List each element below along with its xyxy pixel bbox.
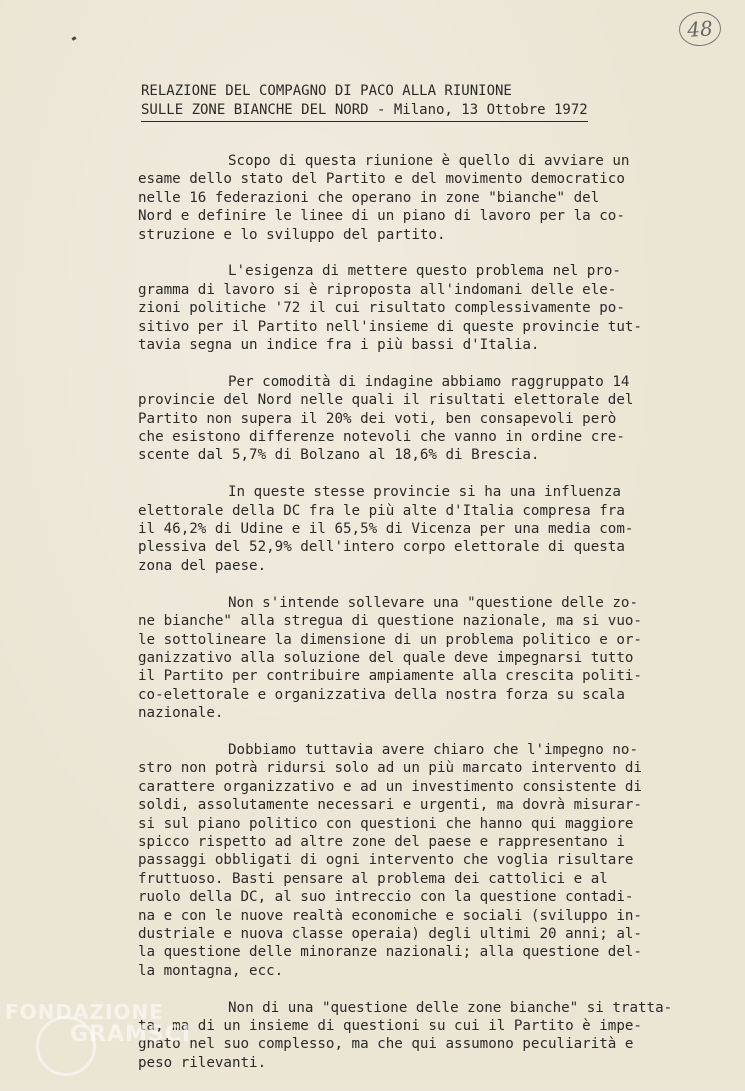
paragraph-line: esame dello stato del Partito e del movimento democratico bbox=[138, 171, 625, 188]
page-number-stamp: 48 bbox=[678, 11, 722, 48]
paragraph-line: spicco rispetto ad altre zone del paese e rappresentano i bbox=[138, 833, 625, 850]
paragraph-line: peso rilevanti. bbox=[138, 1054, 267, 1071]
title-line-1: RELAZIONE DEL COMPAGNO DI PACO ALLA RIUNIONE bbox=[141, 83, 512, 99]
paragraph bbox=[138, 373, 678, 465]
paragraph-line: la questione delle minoranze nazionali; alla questione del- bbox=[138, 944, 642, 961]
paragraph bbox=[138, 262, 678, 354]
paragraph-line: stro non potrà ridursi solo ad un più marcato intervento di bbox=[138, 760, 642, 777]
paragraph-line: Nord e definire le linee di un piano di lavoro per la co- bbox=[138, 208, 625, 225]
paragraph-line: nelle 16 federazioni che operano in zone "bianche" del bbox=[138, 189, 600, 206]
paragraph-line: elettorale della DC fra le più alte d'Italia compresa fra bbox=[138, 502, 625, 519]
paragraph-line: sitivo per il Partito nell'insieme di queste provincie tut- bbox=[138, 318, 642, 335]
paragraph bbox=[138, 152, 678, 244]
paragraph-line: la montagna, ecc. bbox=[138, 962, 284, 979]
paragraph-line: che esistono differenze notevoli che vanno in ordine cre- bbox=[138, 429, 625, 446]
paragraph-line: co-elettorale e organizzativa della nostra forza su scala bbox=[138, 686, 625, 703]
paragraph-line: Partito non supera il 20% dei voti, ben consapevoli però bbox=[138, 410, 617, 427]
watermark-line-1: FONDAZIONE bbox=[5, 1000, 164, 1024]
paragraph-line: gramma di lavoro si è riproposta all'indomani delle ele- bbox=[138, 281, 617, 298]
title-line-2: SULLE ZONE BIANCHE DEL NORD - Milano, 13 Ottobre 1972 bbox=[141, 101, 588, 122]
paragraph-line: passaggi obbligati di ogni intervento che voglia risultare bbox=[138, 852, 634, 869]
document-title bbox=[141, 82, 661, 122]
paragraph-line: ta, ma di un insieme di questioni su cui il Partito è impe- bbox=[138, 1018, 642, 1034]
document-body bbox=[138, 152, 678, 1091]
paragraph-line: Non s'intende sollevare una "questione delle zo- bbox=[228, 594, 638, 611]
paragraph-line: provincie del Nord nelle quali il risultati elettorale del bbox=[138, 392, 634, 409]
paragraph-line: il 46,2% di Udine e il 65,5% di Vicenza per una media com- bbox=[138, 521, 634, 538]
paragraph-line: carattere organizzativo e ad un investimento consistente di bbox=[138, 778, 642, 795]
paragraph-line: nazionale. bbox=[138, 705, 224, 722]
paragraph-line: fruttuoso. Basti pensare al problema dei cattolici e al bbox=[138, 870, 608, 887]
paragraph-line: zona del paese. bbox=[138, 557, 267, 574]
watermark-line-2: GRAMSCI bbox=[70, 1022, 192, 1047]
paragraph-line: Dobbiamo tuttavia avere chiaro che l'impegno no- bbox=[228, 741, 638, 758]
paragraph-line: Scopo di questa riunione è quello di avviare un bbox=[228, 153, 630, 169]
paragraph-line: struzione e lo sviluppo del partito. bbox=[138, 226, 446, 243]
paragraph-line: ruolo della DC, al suo intreccio con la questione contadi- bbox=[138, 889, 634, 906]
paragraph bbox=[138, 483, 678, 575]
paragraph-line: L'esigenza di mettere questo problema nel pro- bbox=[228, 263, 621, 280]
ink-speck bbox=[72, 36, 77, 41]
paragraph-line: tavia segna un indice fra i più bassi d'Italia. bbox=[138, 337, 540, 354]
paragraph-line: dustriale e nuova classe operaia) degli ultimi 20 anni; al- bbox=[138, 925, 642, 942]
paragraph-line: plessiva del 52,9% dell'intero corpo elettorale di questa bbox=[138, 539, 625, 556]
paragraph-line: il Partito per contribuire ampiamente alla crescita politi- bbox=[138, 668, 642, 685]
paragraph-line: si sul piano politico con questioni che hanno qui maggiore bbox=[138, 815, 634, 832]
paragraph-line: ganizzativo alla soluzione del quale deve impegnarsi tutto bbox=[138, 649, 634, 666]
paragraph bbox=[138, 741, 678, 980]
paragraph-line: zioni politiche '72 il cui risultato complessivamente po- bbox=[138, 300, 625, 317]
paragraph-line: gnato nel suo complesso, ma che qui assumono peculiarità e bbox=[138, 1036, 634, 1053]
paragraph bbox=[138, 594, 678, 723]
paragraph-line: soldi, assolutamente necessari e urgenti, ma dovrà misurar- bbox=[138, 797, 642, 814]
paragraph-line: In queste stesse provincie si ha una influenza bbox=[228, 484, 621, 501]
paragraph-line: scente dal 5,7% di Bolzano al 18,6% di Brescia. bbox=[138, 447, 540, 464]
paragraph-line: le sottolineare la dimensione di un problema politico e or- bbox=[138, 631, 642, 648]
paragraph-line: ne bianche" alla stregua di questione nazionale, ma si vuo- bbox=[138, 613, 642, 630]
paragraph-line: Non di una "questione delle zone bianche" si tratta- bbox=[228, 999, 673, 1016]
paragraph-line: Per comodità di indagine abbiamo raggruppato 14 bbox=[228, 373, 630, 390]
archive-watermark bbox=[0, 992, 230, 1080]
paragraph-line: na e con le nuove realtà economiche e sociali (sviluppo in- bbox=[138, 907, 642, 924]
